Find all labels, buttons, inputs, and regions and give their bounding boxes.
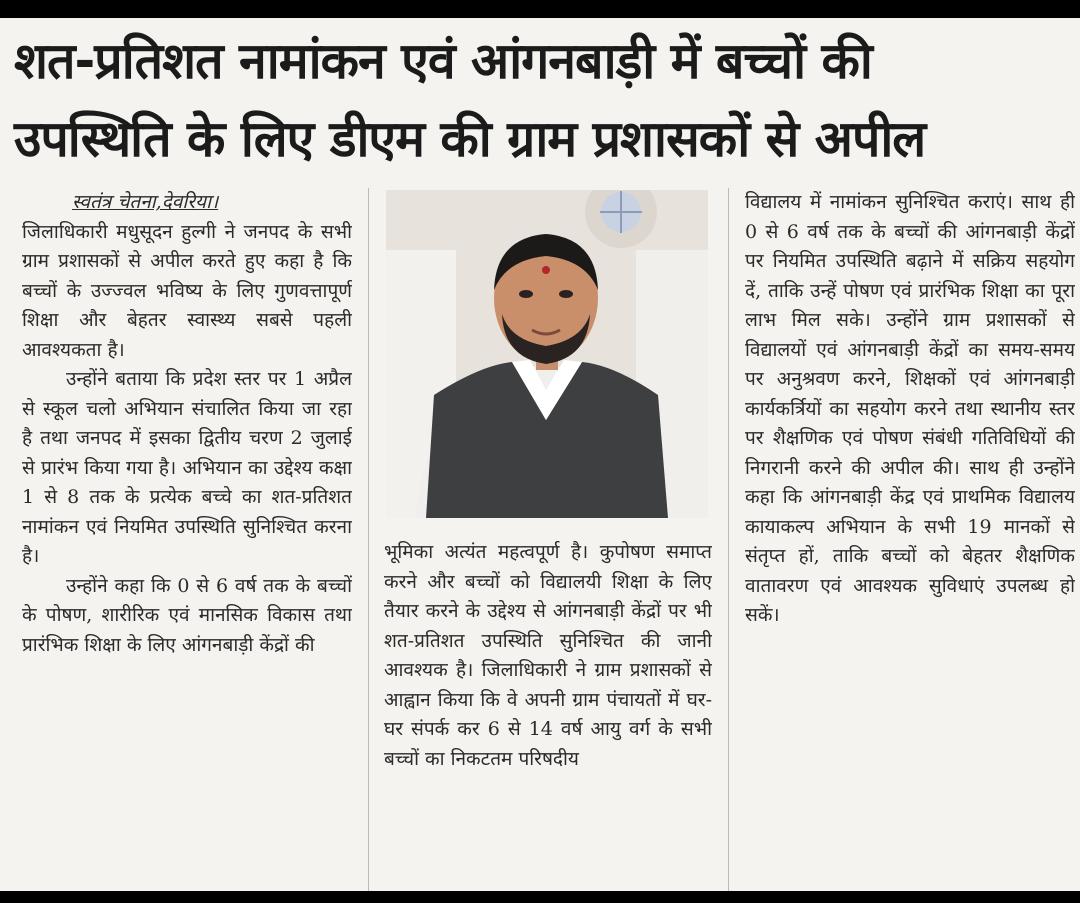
paragraph-1: जिलाधिकारी मधुसूदन हुल्गी ने जनपद के सभी ग्राम प्रशासकों से अपील करते हुए कहा है कि बच्चों के उज्ज्वल भविष्य के लिए गुणवत्तापूर्ण शिक्षा और बेहतर स्वास्थ्य सबसे पहली आवश्यकता है। [22, 220, 352, 361]
headline [14, 22, 1070, 178]
headline-line-1: शत-प्रतिशत नामांकन एवं आंगनबाड़ी में बच्चों की [14, 32, 872, 90]
article-column-1 [22, 188, 352, 893]
paragraph-3: उन्होंने कहा कि 0 से 6 वर्ष तक के बच्चों के पोषण, शारीरिक एवं मानसिक विकास तथा प्रारंभिक शिक्षा के लिए आंगनबाड़ी केंद्रों की [22, 574, 352, 656]
dateline: स्वतंत्र चेतना,देवरिया। [72, 191, 219, 213]
dm-portrait-photo [386, 190, 708, 518]
top-border [0, 0, 1080, 18]
article-column-2 [384, 538, 712, 893]
headline-line-2: उपस्थिति के लिए डीएम की ग्राम प्रशासकों से अपील [14, 110, 926, 168]
paragraph-2: उन्होंने बताया कि प्रदेश स्तर पर 1 अप्रैल से स्कूल चलो अभियान संचालित किया जा रहा है तथा जनपद में इसका द्वितीय चरण 2 जुलाई से प्रारंभ किया गया है। अभियान का उद्देश्य कक्षा 1 से 8 तक के प्रत्येक बच्चे का शत-प्रतिशत नामांकन एवं नियमित उपस्थिति सुनिश्चित करना है। [22, 368, 352, 567]
column-divider-2 [728, 188, 729, 893]
portrait-illustration [386, 190, 708, 518]
column-divider-1 [368, 188, 369, 893]
bottom-border [0, 891, 1080, 903]
paragraph-5: विद्यालय में नामांकन सुनिश्चित कराएं। साथ ही 0 से 6 वर्ष तक के बच्चों की आंगनबाड़ी केंद्रों पर नियमित उपस्थिति बढ़ाने में सक्रिय सहयोग दें, ताकि उन्हें पोषण एवं प्रारंभिक शिक्षा का पूरा लाभ मिल सके। उन्होंने ग्राम प्रशासकों से विद्यालयों एवं आंगनबाड़ी केंद्रों का समय-समय पर अनुश्रवण करने, शिक्षकों एवं आंगनबाड़ी कार्यकर्त्रियों का सहयोग करने तथा स्थानीय स्तर पर शैक्षणिक एवं पोषण संबंधी गतिविधियों की निगरानी करने की अपील की। साथ ही उन्होंने कहा कि आंगनबाड़ी केंद्र एवं प्राथमिक विद्यालय कायाकल्प अभियान के सभी 19 मानकों से संतृप्त हों, ताकि बच्चों को बेहतर शैक्षणिक वातावरण एवं आवश्यक सुविधाएं उपलब्ध हो सकें। [745, 191, 1075, 626]
article-column-3 [745, 188, 1075, 893]
paragraph-4: भूमिका अत्यंत महत्वपूर्ण है। कुपोषण समाप्त करने और बच्चों को विद्यालयी शिक्षा के लिए तैयार करने के उद्देश्य से आंगनबाड़ी केंद्रों पर भी शत-प्रतिशत उपस्थिति सुनिश्चित की जानी आवश्यक है। जिलाधिकारी ने ग्राम प्रशासकों से आह्वान किया कि वे अपनी ग्राम पंचायतों में घर-घर संपर्क कर 6 से 14 वर्ष आयु वर्ग के सभी बच्चों का निकटतम परिषदीय [384, 541, 712, 770]
